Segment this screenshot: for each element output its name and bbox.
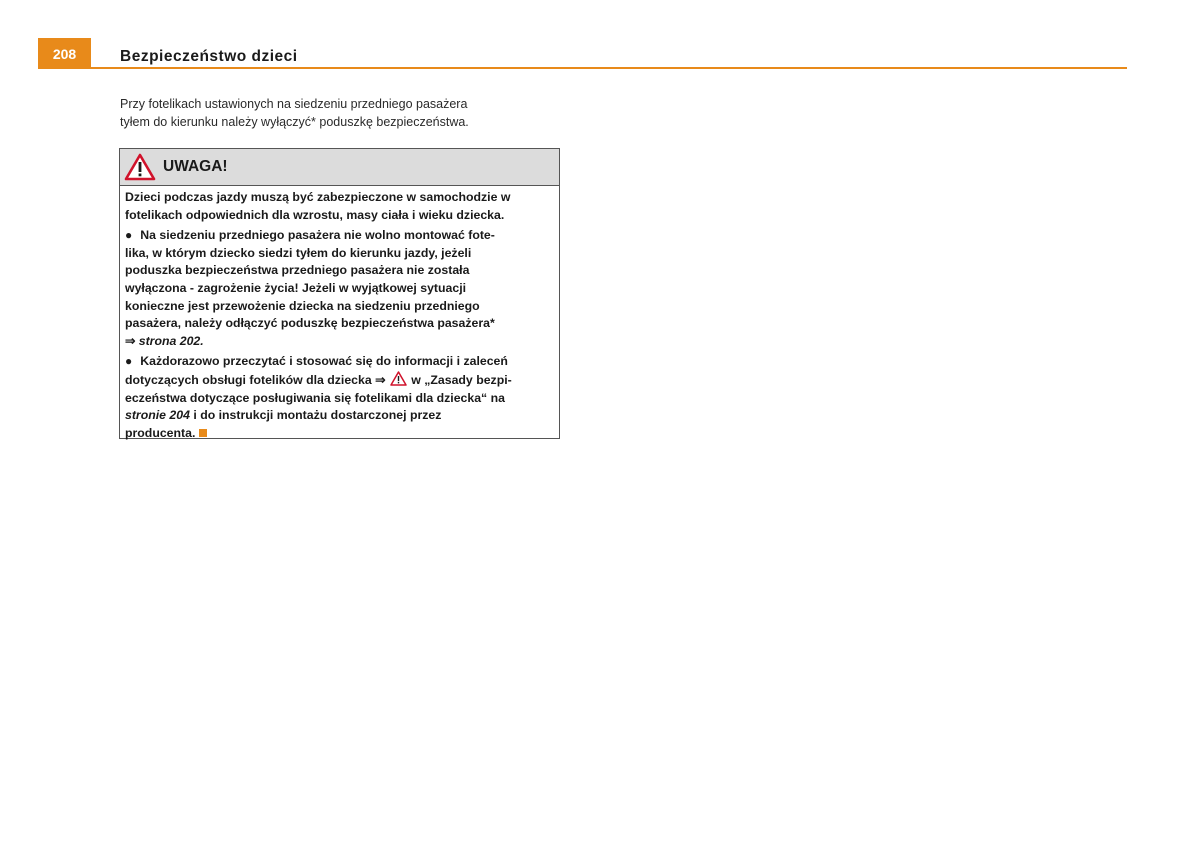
end-marker-icon	[199, 429, 207, 437]
warning-body	[120, 186, 559, 442]
intro-paragraph	[120, 95, 560, 131]
page-number-tab	[38, 38, 91, 69]
warning-line: fotelikach odpowiednich dla wzrostu, masy ciała i wieku dziecka.	[125, 207, 505, 222]
warning-paragraph	[125, 227, 554, 350]
warning-line	[125, 371, 554, 390]
arrow-icon: ⇒	[375, 372, 386, 387]
arrow-icon: ⇒	[125, 333, 136, 348]
warning-line: konieczne jest przewożenie dziecka na siedzeniu przedniego	[125, 298, 480, 313]
bullet-icon: ●	[125, 228, 133, 243]
warning-line-text: w „Zasady bezpi-	[411, 372, 512, 387]
warning-paragraph	[125, 353, 554, 442]
warning-line	[125, 425, 554, 443]
page-reference-link[interactable]: strona 202.	[138, 333, 204, 348]
warning-line-text: Na siedzeniu przedniego pasażera nie wolno montować fote-	[140, 228, 495, 243]
warning-line: lika, w którym dziecko siedzi tyłem do kierunku jazdy, jeżeli	[125, 245, 472, 260]
warning-paragraph	[125, 189, 554, 224]
warning-triangle-icon[interactable]	[390, 371, 407, 386]
warning-line: pasażera, należy odłączyć poduszkę bezpieczeństwa pasażera*	[125, 316, 495, 331]
warning-line: eczeństwa dotyczące posługiwania się fotelikami dla dziecka“ na	[125, 390, 505, 405]
warning-line-text: i do instrukcji montażu dostarczonej przez	[193, 408, 442, 423]
warning-line-text: producenta.	[125, 425, 196, 440]
warning-line	[125, 407, 554, 425]
warning-line	[125, 353, 554, 371]
warning-line	[125, 227, 554, 245]
warning-triangle-icon	[124, 153, 156, 181]
warning-line-text: Każdorazowo przeczytać i stosować się do informacji i zaleceń	[140, 354, 508, 369]
warning-title: UWAGA!	[163, 158, 228, 175]
page-reference-link[interactable]: stronie 204	[125, 408, 190, 423]
warning-line-text: dotyczących obsługi fotelików dla dziecka	[125, 372, 372, 387]
warning-box	[119, 148, 560, 439]
page-number: 208	[52, 45, 77, 62]
warning-header	[120, 149, 559, 186]
bullet-icon: ●	[125, 354, 133, 369]
header-rule	[38, 67, 1127, 69]
intro-line: Przy fotelikach ustawionych na siedzeniu przedniego pasażera	[120, 97, 468, 111]
intro-line: tyłem do kierunku należy wyłączyć* poduszkę bezpieczeństwa.	[120, 115, 469, 129]
warning-line	[125, 333, 554, 351]
warning-line: wyłączona - zagrożenie życia! Jeżeli w wyjątkowej sytuacji	[125, 280, 467, 295]
warning-line: Dzieci podczas jazdy muszą być zabezpieczone w samochodzie w	[125, 190, 511, 204]
section-title: Bezpieczeństwo dzieci	[120, 48, 298, 65]
warning-line: poduszka bezpieczeństwa przedniego pasażera nie została	[125, 263, 470, 278]
